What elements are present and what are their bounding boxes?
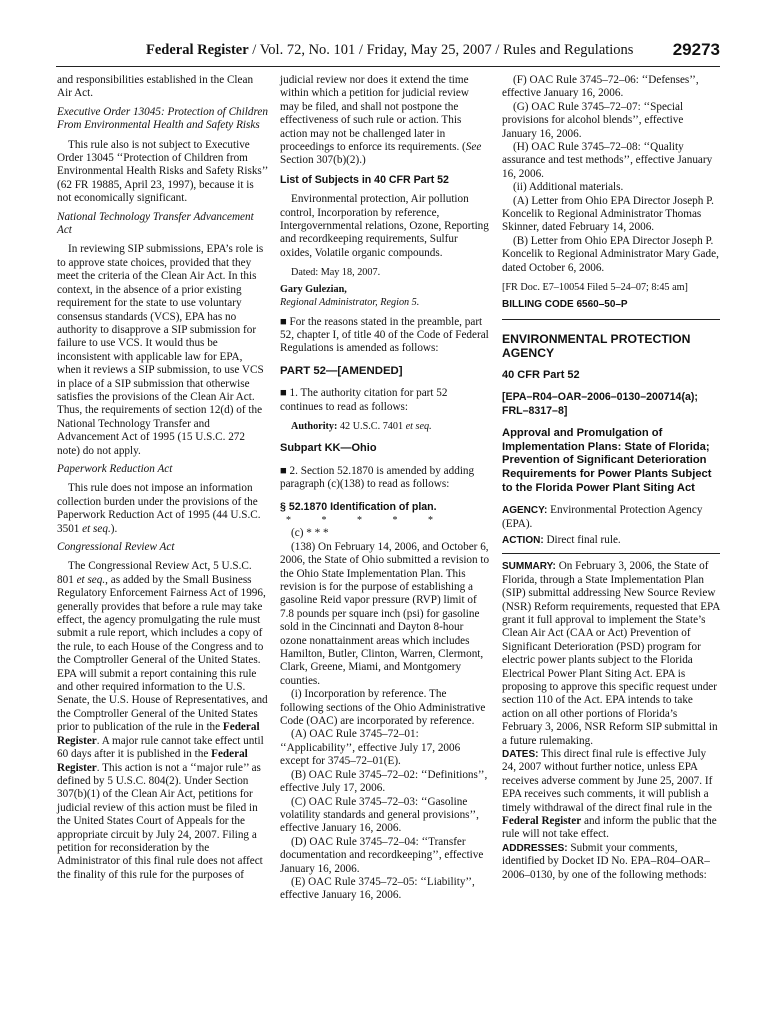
text-run: Submit your comments, identified by Docket ID No. EPA–R04–OAR–2006–0130, by one of the following methods: — [502, 841, 710, 881]
section-heading-52-1870: § 52.1870 Identification of plan. — [280, 500, 437, 513]
paragraph: This rule also is not subject to Executive Order 13045 ‘‘Protection of Children from Environmental Health Risks and Safety Risks’’ (62 FR 19885, April 23, 1997), because it is not economically significant. — [57, 138, 268, 205]
text-run: On February 3, 2006, the State of Florida, through a State Implementation Plan (SIP) submittal addressing New Source Review (NSR) Reform requirements, requested that EPA grant it full approval to implement the State’s Clean Air Act (CAA or Act) Prevention of Significant Deterioration (PSD) program for electric power plants subject to the Florida Electrical Power Plant Siting Act. EPA is proposing to approve this specific request under section 110 of the Act. EPA intends to take action on all other portions of Florida’s February 3, 2006, NSR Reform SIP submittal in a future rulemaking. — [502, 560, 720, 747]
running-head — [146, 42, 633, 59]
text-run: The Congressional Review Act, 5 U.S.C. 801 — [57, 560, 252, 586]
rule-title: Approval and Promulgation of Implementation Plans: State of Florida; Prevention of Significant Deterioration Requirements for Power Plants Subject to the Florida Power Plant Siting Act — [502, 427, 712, 494]
paragraph: In reviewing SIP submissions, EPA’s role is to approve state choices, provided that they meet the criteria of the Clean Air Act. In this context, in the absence of a prior existing requirement for the state to use voluntary consensus standards (VCS), EPA has no authority to disapprove a SIP submission for failure to use VCS. It would thus be inconsistent with applicable law for EPA, when it reviews a SIP submission, to use VCS in place of a SIP submission that otherwise satisfies the provisions of the Clean Air Act. Thus, the requirements of section 12(d) of the National Technology Transfer and Advancement Act of 1995 (15 U.S.C. 272 note) do not apply. — [57, 243, 264, 457]
column-3 — [502, 74, 720, 882]
addresses-label: ADDRESSES: — [502, 842, 568, 854]
paragraph — [57, 482, 269, 536]
text-run-bold: Federal Register — [502, 815, 582, 828]
summary-divider — [502, 553, 720, 554]
text-run: . This action is not a ‘‘major rule’’ as defined by 5 U.S.C. 804(2). Under Section 307(b)(1) of the Clean Air Act, petitions for judicial review of this action must be filed in the United States Court of Appeals for the appropriate circuit by July 24, 2007. Filing a petition for reconsideration by the Administrator of this final rule does not affect the finality of this rule for the purposes of — [57, 761, 263, 881]
text-run: This rule does not impose an information collection burden under the provisions of the Paperwork Reduction Act of 1995 (44 U.S.C. 3501 — [57, 482, 261, 535]
action-label: ACTION: — [502, 534, 544, 546]
section-heading-eo13045: Executive Order 13045: Protection of Children From Environmental Health and Safety Risks — [57, 105, 268, 132]
letter-item: (A) Letter from Ohio EPA Director Joseph P. Koncelik to Regional Administrator Thomas Skinner, dated February 14, 2006. — [502, 194, 714, 234]
ellipsis-stars: * * * * * — [286, 514, 447, 526]
rule-item: (E) OAC Rule 3745–72–05: ‘‘Liability’’, effective January 16, 2006. — [280, 875, 475, 902]
dates-paragraph — [502, 748, 720, 842]
amendatory-item-2: ■ 2. Section 52.1870 is amended by adding paragraph (c)(138) to read as follows: — [280, 464, 475, 491]
authority-label: Authority: — [291, 420, 338, 432]
page-number: 29273 — [672, 40, 720, 59]
text-run-bold: Federal Register — [57, 748, 248, 774]
rule-item: (C) OAC Rule 3745–72–03: ‘‘Gasoline volatility standards and general provisions’’, effective January 16, 2006. — [280, 795, 479, 835]
agency-heading: ENVIRONMENTAL PROTECTION AGENCY — [502, 331, 691, 360]
addresses-paragraph — [502, 842, 720, 882]
docket-number: [EPA–R04–OAR–2006–0130–200714(a); FRL–8317–8] — [502, 391, 698, 417]
text-run-italic: et seq. — [82, 522, 111, 535]
text-run: Section 307(b)(2).) — [280, 154, 366, 167]
rule-item: (F) OAC Rule 3745–72–06: ‘‘Defenses’’, effective January 16, 2006. — [502, 74, 699, 100]
fr-doc-line: [FR Doc. E7–10054 Filed 5–24–07; 8:45 am] — [502, 282, 688, 294]
column-1 — [57, 74, 269, 882]
paragraph: and responsibilities established in the Clean Air Act. — [57, 74, 254, 100]
signer-title: Regional Administrator, Region 5. — [280, 297, 420, 309]
cfr-part: 40 CFR Part 52 — [502, 368, 580, 381]
rule-item: (H) OAC Rule 3745–72–08: ‘‘Quality assurance and test methods’’, effective January 16, 2006. — [502, 141, 713, 180]
text-run: 42 U.S.C. 7401 — [337, 420, 406, 432]
letter-item: (B) Letter from Ohio EPA Director Joseph P. Koncelik to Regional Administrator Mary Gade, dated October 6, 2006. — [502, 234, 719, 274]
paragraph-c: (c) * * * — [291, 527, 329, 540]
section-divider — [502, 319, 720, 320]
text-run: . A major rule cannot take effect until 60 days after it is published in the — [57, 734, 264, 761]
summary-paragraph — [502, 560, 720, 748]
text-run-italic: See — [465, 141, 482, 154]
part-heading: PART 52—[AMENDED] — [280, 364, 403, 377]
running-head-publication: Federal Register — [146, 42, 249, 58]
paragraph — [57, 560, 269, 882]
paragraph — [280, 74, 490, 168]
subpart-heading: Subpart KK—Ohio — [280, 442, 377, 455]
text-run: , as added by the Small Business Regulatory Enforcement Fairness Act of 1996, generally provides that before a rule may take effect, the agency promulgating the rule must submit a rule report, which includes a copy of the rule, to each House of the Congress and to the Comptroller General of the United States. EPA will submit a report containing this rule and other required information to the U.S. Senate, the U.S. House of Representatives, and the Comptroller General of the United States prior to publication of the rule in the — [57, 573, 268, 734]
text-run: ). — [110, 522, 118, 535]
amendatory-item-1: ■ 1. The authority citation for part 52 continues to read as follows: — [280, 387, 448, 413]
dates-label: DATES: — [502, 749, 539, 760]
rule-item: (D) OAC Rule 3745–72–04: ‘‘Transfer documentation and recordkeeping’’, effective January 16, 2006. — [280, 835, 484, 875]
text-run-italic: et seq. — [405, 420, 432, 432]
text-run: and inform the public that the rule will not take effect. — [502, 815, 717, 841]
text-run-bold: Federal Register — [57, 721, 260, 747]
signer-name: Gary Gulezian, — [280, 283, 347, 295]
agency-label: AGENCY: — [502, 505, 548, 517]
rule-item: (B) OAC Rule 3745–72–02: ‘‘Definitions’’, effective July 17, 2006. — [280, 768, 488, 795]
summary-label: SUMMARY: — [502, 561, 556, 573]
section-heading-cra: Congressional Review Act — [57, 541, 175, 553]
running-head-details: / Vol. 72, No. 101 / Friday, May 25, 2007 / Rules and Regulations — [248, 42, 634, 58]
section-heading-nttaa: National Technology Transfer Advancement Act — [57, 210, 254, 237]
text-run: Direct final rule. — [543, 533, 621, 546]
incorporation-paragraph: (i) Incorporation by reference. The following sections of the Ohio Administrative Code (OAC) are incorporated by reference. — [280, 688, 486, 728]
subjects-heading: List of Subjects in 40 CFR Part 52 — [280, 173, 449, 186]
page-header — [56, 42, 720, 67]
agency-line — [502, 504, 720, 531]
paragraph-138: (138) On February 14, 2006, and October 6, 2006, the State of Ohio submitted a revision to the Ohio State Implementation Plan. This revision is for the purpose of establishing a gasoline Reid vapor pressure (RVP) limit of 7.8 pounds per square inch (psi) for gasoline sold in the Cincinnati and Dayton 8-hour ozone nonattainment areas which includes Hamilton, Butler, Clinton, Warren, Clermont, Clark, Greene, Miami, and Montgomery counties. — [280, 540, 490, 687]
additional-materials-heading: (ii) Additional materials. — [513, 181, 624, 194]
action-line — [502, 534, 720, 547]
authority-citation — [280, 420, 490, 433]
dated-line: Dated: May 18, 2007. — [291, 267, 381, 279]
text-run: judicial review nor does it extend the time within which a petition for judicial review may be filed, and shall not postpone the effectiveness of such rule or action. This action may not be challenged later in proceedings to enforce its requirements. ( — [280, 74, 469, 154]
section-heading-paperwork: Paperwork Reduction Act — [57, 462, 173, 475]
column-2 — [280, 74, 490, 903]
rule-item: (A) OAC Rule 3745–72–01: ‘‘Applicability’’, effective July 17, 2006 except for 3745–72–01(E). — [280, 728, 461, 768]
amendatory-instruction: ■ For the reasons stated in the preamble, part 52, chapter I, of title 40 of the Code of Federal Regulations is amended as follows: — [280, 315, 489, 355]
text-run-italic: et seq. — [76, 573, 106, 586]
subjects-list: Environmental protection, Air pollution control, Incorporation by reference, Intergovernmental relations, Ozone, Reporting and recordkeeping requirements, Sulfur oxides, Volatile organic compounds. — [280, 193, 489, 259]
text-run: Environmental Protection Agency (EPA). — [502, 504, 703, 530]
rule-item: (G) OAC Rule 3745–72–07: ‘‘Special provisions for alcohol blends’’, effective January 16, 2006. — [502, 100, 684, 140]
billing-code: BILLING CODE 6560–50–P — [502, 298, 628, 310]
text-run: This direct final rule is effective July 24, 2007 without further notice, unless EPA receives adverse comment by June 25, 2007. If EPA receives such comments, it will publish a timely withdrawal of the direct final rule in the — [502, 748, 713, 814]
